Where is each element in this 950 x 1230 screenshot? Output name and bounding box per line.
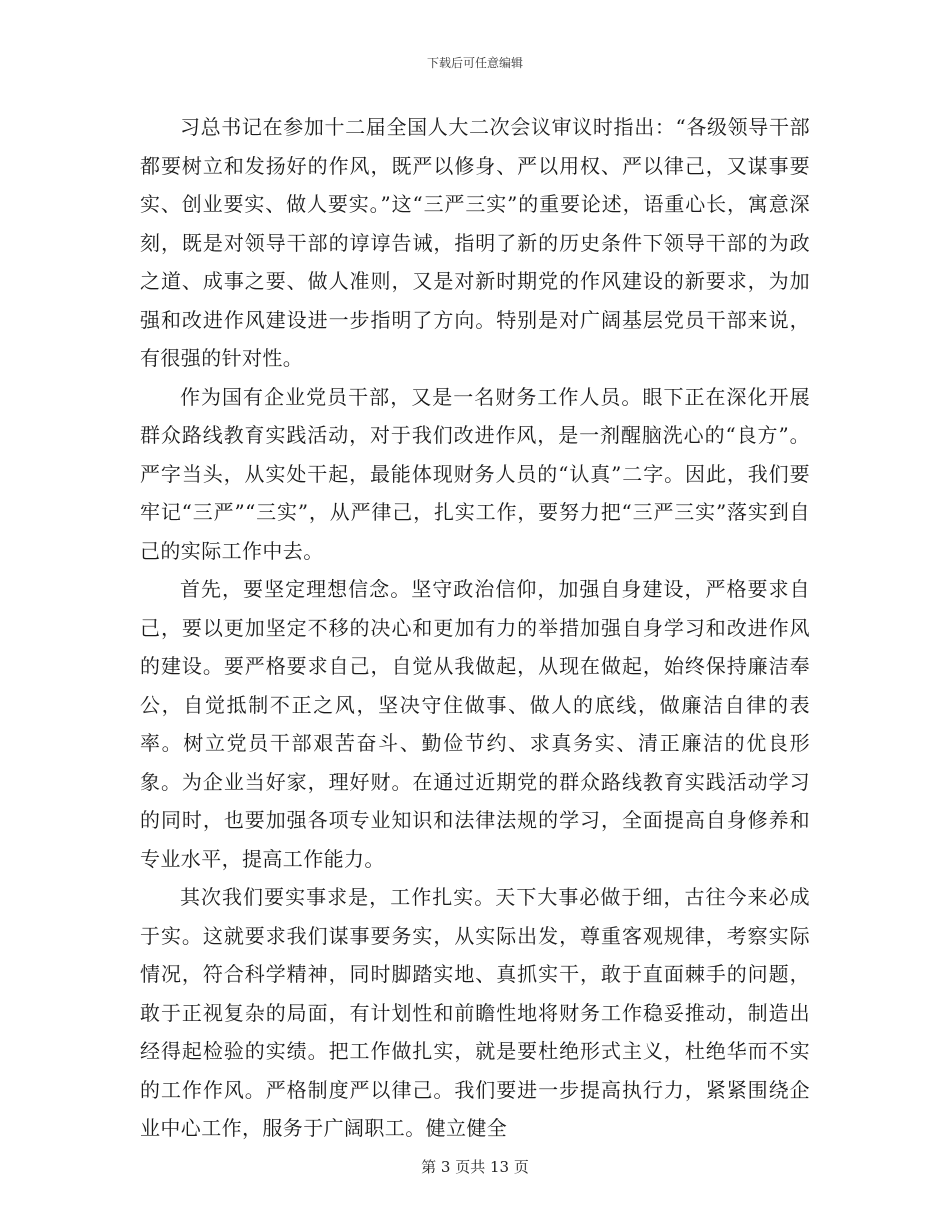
page-header: 下载后可任意编辑 — [426, 56, 523, 70]
document-body — [140, 108, 810, 1148]
paragraph-2: 作为国有企业党员干部，又是一名财务工作人员。眼下正在深化开展群众路线教育实践活动，对于我们改进作风，是一剂醒脑洗心的“良方”。严字当头，从实处干起，最能体现财务人员的“认真”二字。因此，我们要牢记“三严”“三实”，从严律己，扎实工作，要努力把“三严三实”落实到自己的实际工作中去。 — [140, 384, 810, 563]
paragraph-3: 首先，要坚定理想信念。坚守政治信仰，加强自身建设，严格要求自己，要以更加坚定不移的决心和更加有力的举措加强自身学习和改进作风的建设。要严格要求自己，自觉从我做起，从现在做起，始终保持廉洁奉公，自觉抵制不正之风，坚决守住做事、做人的底线，做廉洁自律的表率。树立党员干部艰苦奋斗、勤俭节约、求真务实、清正廉洁的优良形象。为企业当好家，理好财。在通过近期党的群众路线教育实践活动学习的同时，也要加强各项专业知识和法律法规的学习，全面提高自身修养和专业水平，提高工作能力。 — [140, 577, 810, 871]
paragraph-1: 习总书记在参加十二届全国人大二次会议审议时指出：“各级领导干部都要树立和发扬好的作风，既严以修身、严以用权、严以律己，又谋事要实、创业要实、做人要实。”这“三严三实”的重要论述，语重心长，寓意深刻，既是对领导干部的谆谆告诫，指明了新的历史条件下领导干部的为政之道、成事之要、做人准则，又是对新时期党的作风建设的新要求，为加强和改进作风建设进一步指明了方向。特别是对广阔基层党员干部来说，有很强的针对性。 — [140, 115, 810, 370]
page-footer: 第 3 页共 13 页 — [421, 1158, 529, 1176]
paragraph-4: 其次我们要实事求是，工作扎实。天下大事必做于细，古往今来必成于实。这就要求我们谋事要务实，从实际出发，尊重客观规律，考察实际情况，符合科学精神，同时脚踏实地、真抓实干，敢于直面棘手的问题，敢于正视复杂的局面，有计划性和前瞻性地将财务工作稳妥推动，制造出经得起检验的实绩。把工作做扎实，就是要杜绝形式主义，杜绝华而不实的工作作风。严格制度严以律己。我们要进一步提高执行力，紧紧围绕企业中心工作，服务于广阔职工。健立健全 — [140, 885, 810, 1140]
